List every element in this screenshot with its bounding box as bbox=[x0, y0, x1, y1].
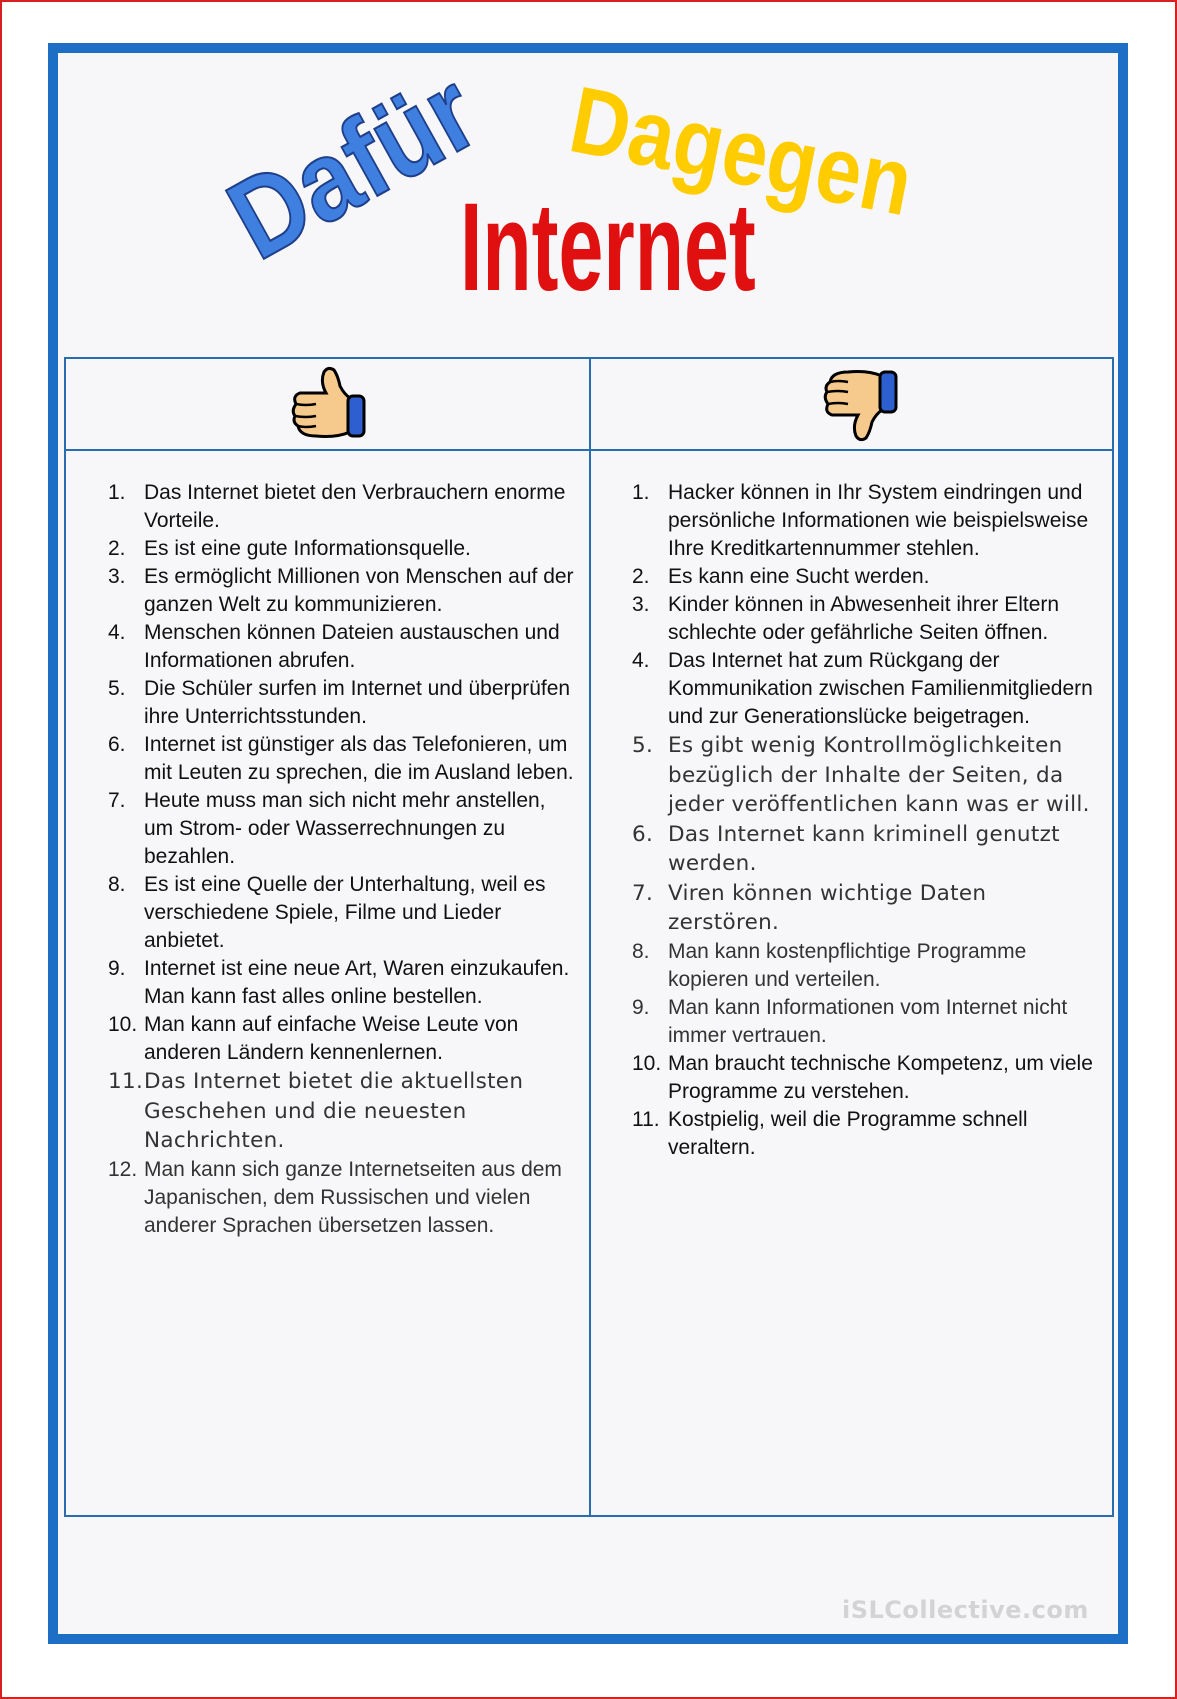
list-item: 3. Es ermöglicht Millionen von Menschen auf der ganzen Welt zu kommunizieren. bbox=[108, 565, 574, 616]
list-item: 8. Man kann kostenpflichtige Programme kopieren und verteilen. bbox=[632, 939, 1027, 991]
header-divider bbox=[66, 449, 1112, 451]
list-item: 1. Hacker können in Ihr System eindringen und persönliche Informationen wie beispielsweise Ihre Kreditkartennummer stehlen. bbox=[632, 481, 1089, 560]
list-item: 1. Das Internet bietet den Verbrauchern enorme Vorteile. bbox=[108, 481, 566, 532]
watermark: iSLCollective.com bbox=[842, 1596, 1089, 1624]
list-item: 10. Man kann auf einfache Weise Leute von anderen Ländern kennenlernen. bbox=[108, 1013, 519, 1064]
list-item: 8. Es ist eine Quelle der Unterhaltung, weil es verschiedene Spiele, Filme und Lieder anbietet. bbox=[108, 873, 546, 952]
list-item: 11. Kostpielig, weil die Programme schnell veraltern. bbox=[632, 1107, 1028, 1159]
list-item: 5. Die Schüler surfen im Internet und überprüfen ihre Unterrichtsstunden. bbox=[108, 677, 571, 728]
thumbs-up-icon bbox=[286, 366, 372, 442]
list-item: 7. Heute muss man sich nicht mehr anstellen, um Strom- oder Wasserrechnungen zu bezahlen. bbox=[108, 789, 546, 868]
title-dafur: Dafür bbox=[207, 45, 497, 284]
list-item: 9. Internet ist eine neue Art, Waren einzukaufen. Man kann fast alles online bestellen. bbox=[108, 957, 570, 1008]
pro-contra-table bbox=[64, 357, 1114, 1517]
title-art bbox=[0, 0, 1177, 330]
list-item: 12. Man kann sich ganze Internetseiten aus dem Japanischen, dem Russischen und vielen anderer Sprachen übersetzen lassen. bbox=[108, 1157, 562, 1237]
contra-list bbox=[632, 479, 1102, 1162]
title-dagegen: Dagegen bbox=[562, 65, 922, 236]
title-internet: Internet bbox=[459, 178, 756, 318]
list-item: 4. Menschen können Dateien austauschen und Informationen abrufen. bbox=[108, 621, 560, 672]
list-item: 4. Das Internet hat zum Rückgang der Kommunikation zwischen Familienmitgliedern und zur Generationslücke beigetragen. bbox=[632, 649, 1093, 728]
list-item: 10. Man braucht technische Kompetenz, um viele Programme zu verstehen. bbox=[632, 1051, 1093, 1103]
list-item: 6. Internet ist günstiger als das Telefonieren, um mit Leuten zu sprechen, die im Ausland leben. bbox=[108, 733, 574, 784]
list-item: 6. Das Internet kann kriminell genutzt werden. bbox=[632, 821, 1060, 876]
list-item: 11. Das Internet bietet die aktuellsten Geschehen und die neuesten Nachrichten. bbox=[108, 1069, 524, 1153]
list-item: 9. Man kann Informationen vom Internet nicht immer vertrauen. bbox=[632, 995, 1068, 1047]
list-item: 5. Es gibt wenig Kontrollmöglichkeiten bezüglich der Inhalte der Seiten, da jeder veröffentlichen kann was er will. bbox=[632, 733, 1090, 817]
pro-column bbox=[108, 479, 578, 1240]
list-item: 2. Es kann eine Sucht werden. bbox=[632, 565, 930, 588]
contra-column bbox=[632, 479, 1102, 1162]
pro-list bbox=[108, 479, 578, 1240]
column-divider bbox=[589, 359, 591, 1515]
list-item: 3. Kinder können in Abwesenheit ihrer Eltern schlechte oder gefährliche Seiten öffnen. bbox=[632, 593, 1060, 644]
list-item: 7. Viren können wichtige Daten zerstören. bbox=[632, 880, 987, 935]
list-item: 2. Es ist eine gute Informationsquelle. bbox=[108, 537, 471, 560]
thumbs-down-icon bbox=[818, 366, 904, 442]
